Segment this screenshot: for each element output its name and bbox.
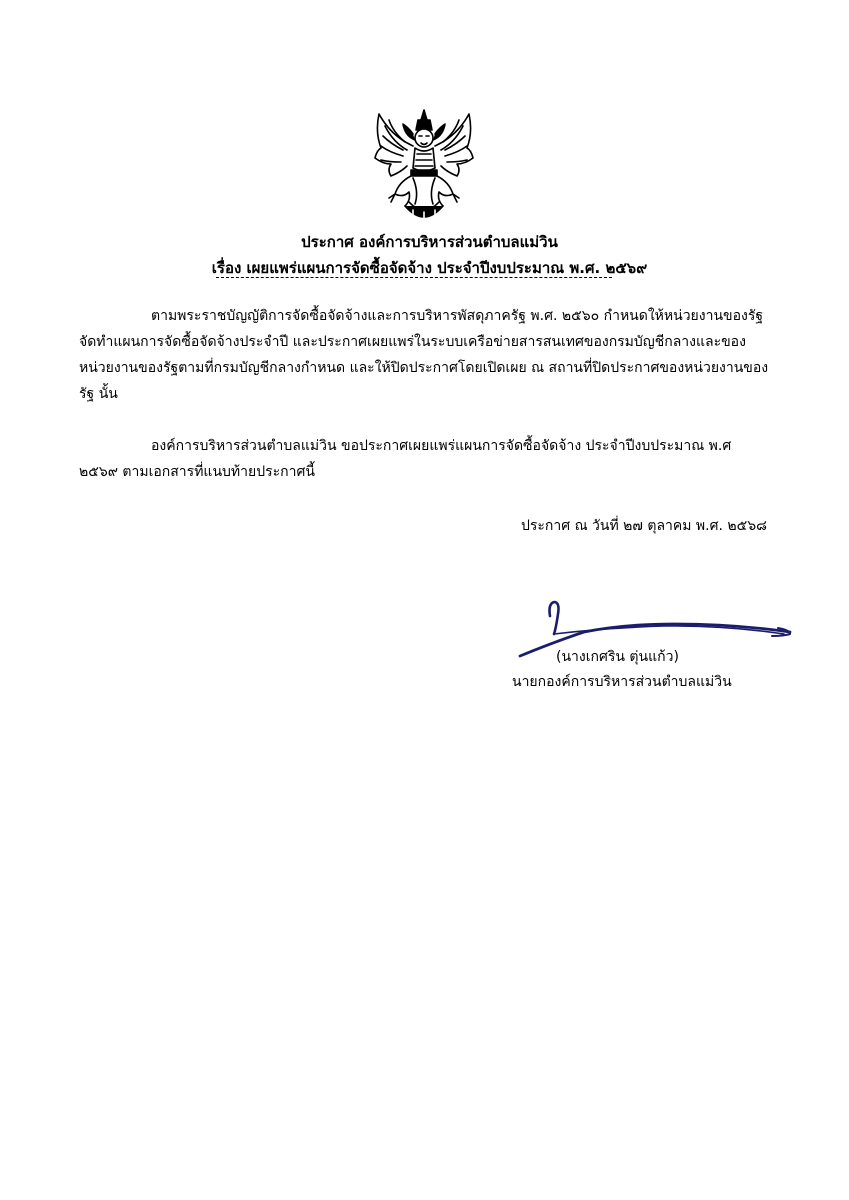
announcement-date: ประกาศ ณ วันที่ ๒๗ ตุลาคม พ.ศ. ๒๕๖๘ (521, 518, 767, 534)
paragraph-line: องค์การบริหารส่วนตำบลแม่วิน ขอประกาศเผยแพร่แผนการจัดซื้อจัดจ้าง ประจำปีงบประมาณ พ.ศ (151, 438, 732, 454)
dashed-divider (216, 277, 612, 278)
signer-title: นายกองค์การบริหารส่วนตำบลแม่วิน (512, 674, 732, 690)
body-paragraph-1 (79, 303, 779, 407)
paragraph-line: หน่วยงานของรัฐตามที่กรมบัญชีกลางกำหนด และให้ปิดประกาศโดยเปิดเผย ณ สถานที่ปิดประกาศของหน่วยงานของ (79, 360, 769, 376)
announcement-title: ประกาศ องค์การบริหารส่วนตำบลแม่วิน (301, 233, 558, 251)
paragraph-line: ๒๕๖๙ ตามเอกสารที่แนบท้ายประกาศนี้ (79, 464, 315, 480)
paragraph-line: ตามพระราชบัญญัติการจัดซื้อจัดจ้างและการบริหารพัสดุภาครัฐ พ.ศ. ๒๕๖๐ กำหนดให้หน่วยงานของรัฐ (151, 308, 764, 324)
announcement-subject: เรื่อง เผยแพร่แผนการจัดซื้อจัดจ้าง ประจำปีงบประมาณ พ.ศ. ๒๕๖๙ (211, 259, 648, 277)
body-paragraph-2 (79, 433, 779, 485)
garuda-emblem-icon (369, 106, 479, 228)
signer-name: (นางเกศริน ตุ่นแก้ว) (556, 649, 679, 665)
paragraph-line: รัฐ นั้น (79, 386, 118, 402)
paragraph-line: จัดทำแผนการจัดซื้อจัดจ้างประจำปี และประกาศเผยแพร่ในระบบเครือข่ายสารสนเทศของกรมบัญชีกลางและของ (79, 334, 746, 350)
